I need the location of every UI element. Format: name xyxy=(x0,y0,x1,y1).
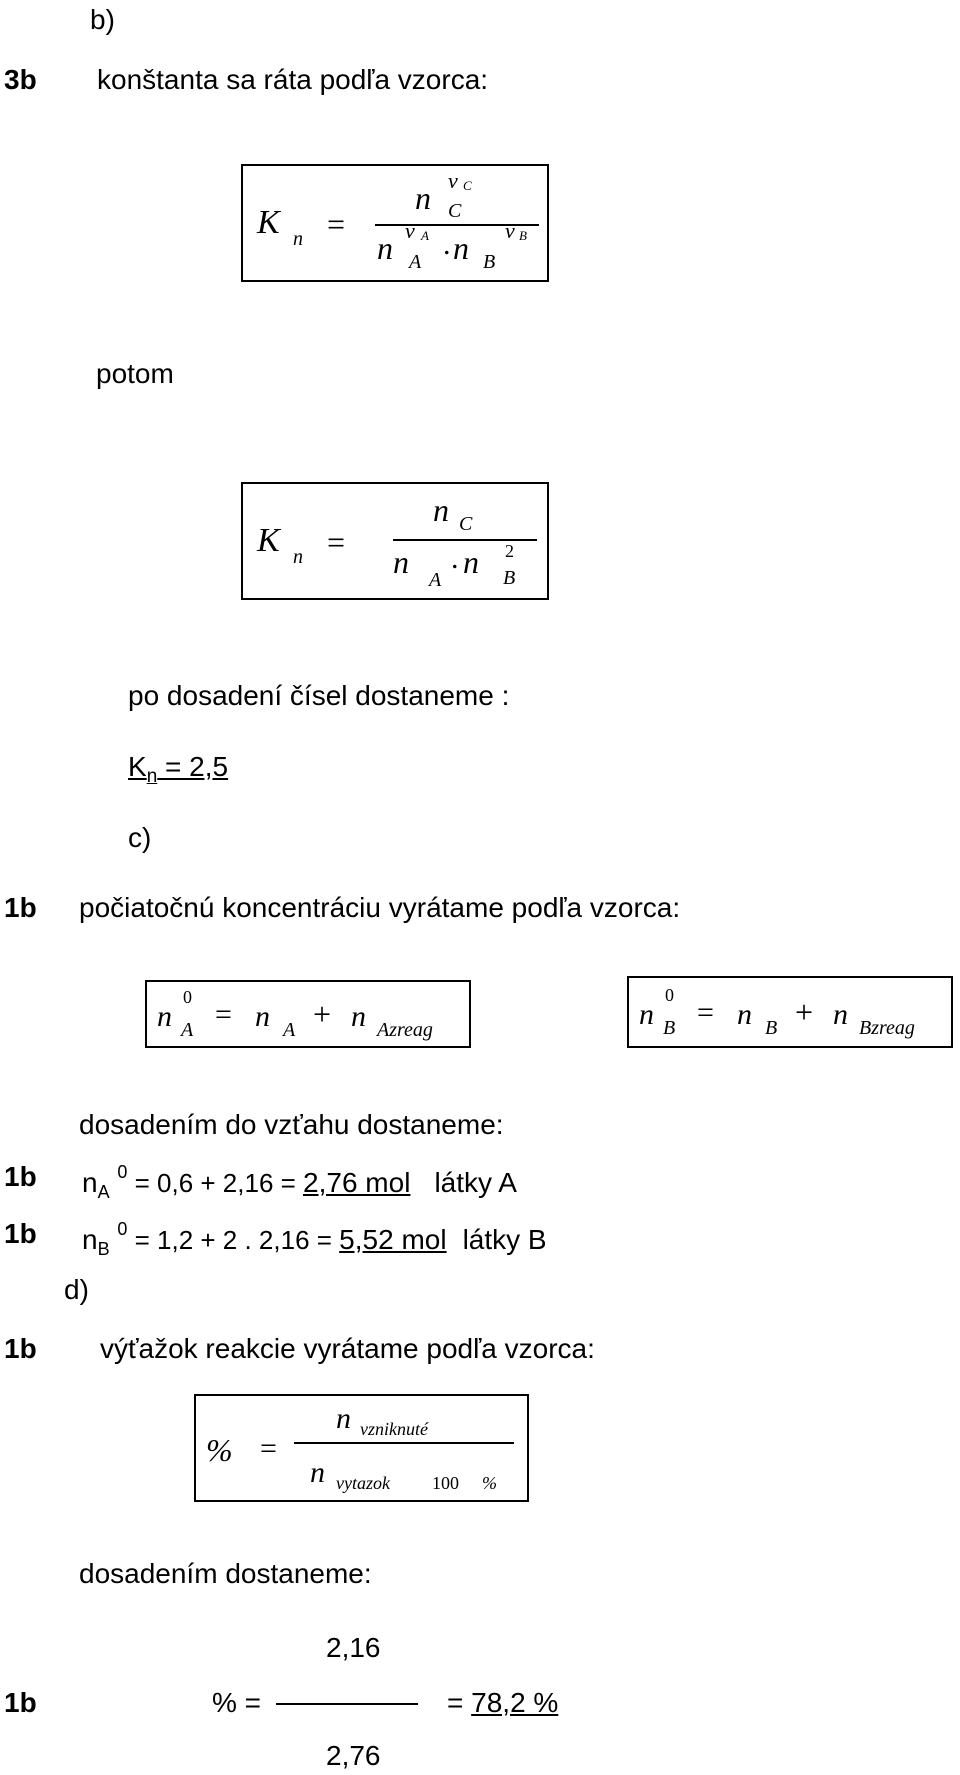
formula-superscript: 2 xyxy=(505,541,514,561)
final-percent-equals: % = xyxy=(212,1687,262,1718)
formula-symbol: n xyxy=(737,998,752,1031)
section-label-c: c) xyxy=(128,822,152,853)
formula-subscript: vytazok xyxy=(336,1473,390,1493)
final-numerator: 2,16 xyxy=(326,1632,381,1663)
formula-box-1 xyxy=(241,164,549,282)
calc-symbol: n xyxy=(82,1224,98,1255)
calc-symbol: n xyxy=(82,1167,98,1198)
calculation-b xyxy=(82,1220,547,1258)
formula-subscript: C xyxy=(448,200,462,222)
formula-subscript: n xyxy=(293,546,303,568)
formula-symbol: n xyxy=(393,544,409,580)
formula-subscript: C xyxy=(463,178,472,193)
formula-symbol: % xyxy=(482,1473,497,1493)
formula-subscript: A xyxy=(409,251,422,273)
formula-operator: . xyxy=(443,228,451,261)
formula-symbol: n xyxy=(433,492,449,528)
formula-symbol: n xyxy=(377,230,393,266)
text-line: dosadením dostaneme: xyxy=(79,1558,372,1589)
formula-subscript: C xyxy=(459,513,473,535)
formula-symbol: n xyxy=(310,1456,325,1489)
final-equals: = xyxy=(447,1687,472,1718)
formula-symbol: K xyxy=(257,204,280,241)
formula-symbol: n xyxy=(255,1000,270,1033)
formula-box-5 xyxy=(194,1394,529,1502)
fraction-line xyxy=(393,539,537,541)
final-fraction-line xyxy=(276,1703,418,1705)
formula-operator: = xyxy=(260,1432,277,1465)
formula-subscript: vzniknuté xyxy=(360,1419,428,1439)
section-label-b: b) xyxy=(90,4,115,35)
formula-subscript: Bzreag xyxy=(859,1017,915,1039)
formula-subscript: A xyxy=(421,228,429,243)
formula-subscript: A xyxy=(283,1019,296,1041)
formula-symbol: K xyxy=(257,522,280,559)
formula-box-3 xyxy=(145,980,471,1048)
formula-box-4 xyxy=(627,976,953,1048)
formula-subscript: Azreag xyxy=(377,1019,433,1041)
final-result xyxy=(447,1689,558,1717)
calc-subscript: A xyxy=(97,1182,110,1202)
formula-subscript: B xyxy=(765,1017,778,1039)
calc-expression: = 1,2 + 2 . 2,16 = xyxy=(127,1225,340,1255)
kn-subscript: n xyxy=(146,766,158,787)
formula-symbol: n xyxy=(833,998,848,1031)
formula-symbol: ν xyxy=(448,168,458,193)
formula-operator: + xyxy=(795,994,814,1030)
calc-tail: látky B xyxy=(462,1224,547,1255)
formula-subscript: B xyxy=(483,251,496,273)
section-label-d: d) xyxy=(64,1274,89,1305)
formula-symbol: n xyxy=(639,998,654,1031)
formula-symbol: n xyxy=(351,1000,366,1033)
calculation-a xyxy=(82,1163,517,1201)
formula-number: 100 xyxy=(432,1473,459,1493)
formula-box-2 xyxy=(241,482,549,600)
final-result-value: 78,2 % xyxy=(471,1687,559,1718)
text-line: po dosadení čísel dostaneme : xyxy=(128,680,510,711)
points-label: 1b xyxy=(4,892,37,923)
formula-symbol: % xyxy=(206,1432,233,1468)
kn-number: = 2,5 xyxy=(157,751,229,782)
kn-symbol: K xyxy=(128,751,147,782)
points-label: 1b xyxy=(4,1333,37,1364)
text-line: dosadením do vzťahu dostaneme: xyxy=(79,1109,504,1140)
formula-operator: = xyxy=(697,996,714,1029)
formula-subscript: B xyxy=(503,567,516,589)
formula-symbol: n xyxy=(336,1402,351,1435)
calc-superscript: 0 xyxy=(117,1219,128,1239)
points-label: 3b xyxy=(4,64,37,95)
formula-symbol: n xyxy=(157,1000,172,1033)
calc-tail: látky A xyxy=(434,1167,517,1198)
formula-operator: = xyxy=(327,206,346,242)
points-label: 1b xyxy=(4,1161,37,1192)
text-line: počiatočnú koncentráciu vyrátame podľa vzorca: xyxy=(79,892,681,923)
formula-operator: . xyxy=(451,542,459,575)
calc-superscript: 0 xyxy=(117,1162,128,1182)
calc-subscript: B xyxy=(97,1239,110,1259)
fraction-line xyxy=(294,1442,514,1444)
formula-subscript: B xyxy=(519,228,527,243)
formula-symbol: n xyxy=(453,230,469,266)
kn-value xyxy=(128,753,228,786)
points-label: 1b xyxy=(4,1687,37,1718)
formula-subscript: A xyxy=(429,569,442,591)
formula-superscript: 0 xyxy=(665,985,674,1005)
calc-result: 2,76 mol xyxy=(303,1167,411,1198)
final-denominator: 2,76 xyxy=(326,1740,381,1771)
points-label: 1b xyxy=(4,1218,37,1249)
calc-expression: = 0,6 + 2,16 = xyxy=(127,1168,304,1198)
text-line: konštanta sa ráta podľa vzorca: xyxy=(97,64,489,95)
formula-symbol: n xyxy=(463,544,479,580)
formula-subscript: A xyxy=(181,1019,194,1041)
formula-subscript: n xyxy=(293,228,303,250)
text-line: potom xyxy=(96,358,174,389)
text-line: výťažok reakcie vyrátame podľa vzorca: xyxy=(100,1333,595,1364)
formula-symbol: ν xyxy=(505,218,515,243)
formula-operator: + xyxy=(313,996,332,1032)
formula-operator: = xyxy=(327,524,346,560)
formula-symbol: ν xyxy=(405,218,415,243)
formula-subscript: B xyxy=(663,1017,676,1039)
formula-symbol: n xyxy=(415,180,431,216)
formula-superscript: 0 xyxy=(183,987,192,1007)
formula-operator: = xyxy=(215,998,232,1031)
calc-result: 5,52 mol xyxy=(339,1224,447,1255)
